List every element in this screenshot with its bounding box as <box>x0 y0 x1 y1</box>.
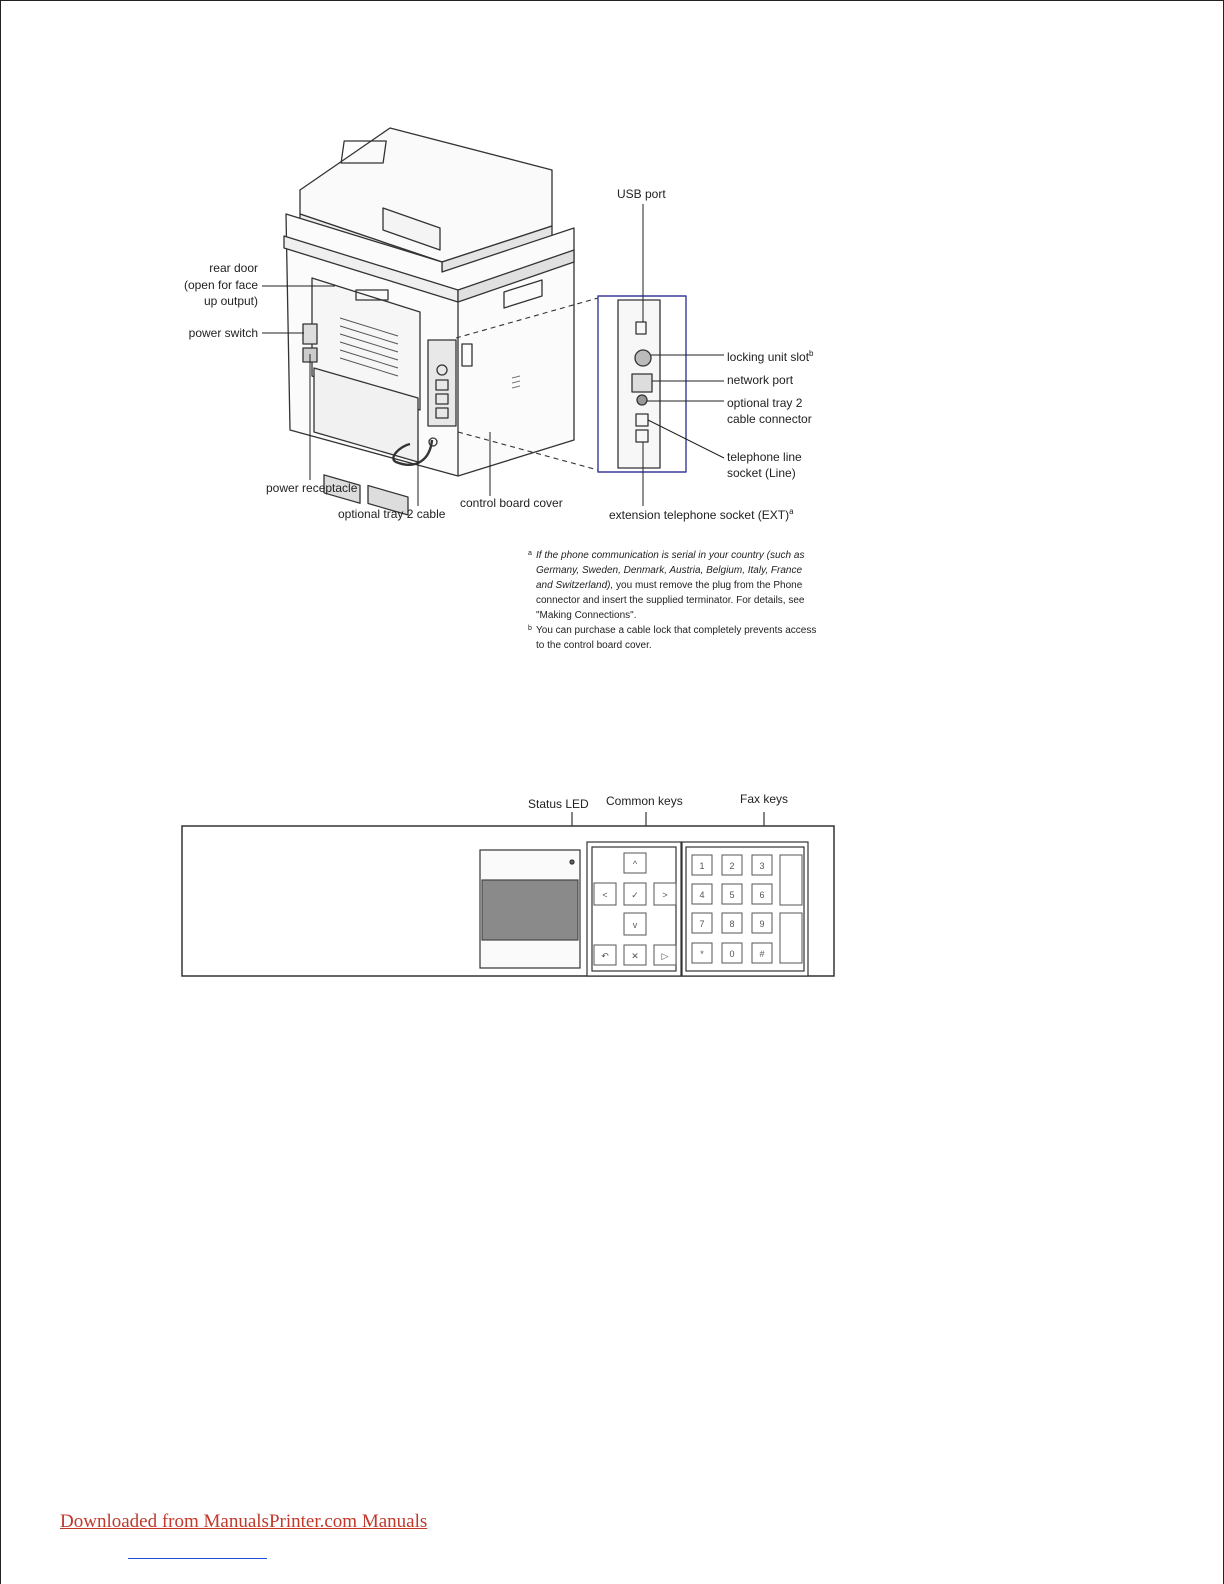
footnote-b-text: You can purchase a cable lock that completely prevents access to the control board cover. <box>536 625 817 651</box>
footnote-a-italic: If the phone communication is serial in your country (such as Germany, Sweden, Denmark, Austria, Belgium, Italy, France and Switzerland), <box>536 550 805 591</box>
display-screen <box>482 880 578 940</box>
fax-key-8: 8 <box>729 919 735 929</box>
fax-key-3: 3 <box>759 861 765 871</box>
label-locking-unit-slot: locking unit slot$^b$ <box>727 349 814 364</box>
key-start-glyph: ▷ <box>661 951 669 961</box>
label-telephone-line-2: socket (Line) <box>727 466 796 480</box>
operator-panel-illustration <box>0 800 1224 990</box>
fax-key-star: * <box>700 949 704 959</box>
label-rear-door-3: up output) <box>203 294 258 308</box>
fax-key-1: 1 <box>699 861 705 871</box>
footer-download-link[interactable]: Downloaded from ManualsPrinter.com Manuals <box>60 1511 428 1532</box>
footnote-b-mark: b <box>528 625 532 632</box>
footnote-a-mark: a <box>528 550 532 557</box>
label-usb-port: USB port <box>617 187 666 201</box>
footnote-a <box>528 548 818 623</box>
fax-key-9: 9 <box>759 919 765 929</box>
label-power-receptacle: power receptacle <box>266 481 358 495</box>
footer-rule <box>128 1558 267 1559</box>
fax-key-4: 4 <box>699 890 705 900</box>
footnotes <box>528 548 818 653</box>
status-led <box>570 860 574 864</box>
label-common-keys: Common keys <box>606 794 683 808</box>
label-fax-keys: Fax keys <box>740 792 789 806</box>
footnote-b <box>528 623 818 653</box>
fax-key-6: 6 <box>759 890 765 900</box>
key-cancel-glyph: ✕ <box>631 951 639 961</box>
label-rear-door-1: rear door <box>209 261 258 275</box>
label-power-switch: power switch <box>188 326 258 340</box>
label-extension-socket: extension telephone socket (EXT)$^a$ <box>609 507 794 522</box>
key-ok-glyph: ✓ <box>631 890 639 900</box>
label-network-port: network port <box>727 373 794 387</box>
fax-key-5: 5 <box>729 890 735 900</box>
fax-key-2: 2 <box>729 861 735 871</box>
key-right-glyph: > <box>662 890 668 900</box>
fax-key-hash: # <box>759 949 765 959</box>
label-telephone-line-1: telephone line <box>727 450 802 464</box>
key-up-glyph: ^ <box>632 859 638 869</box>
key-back-glyph: ↶ <box>601 951 609 961</box>
label-control-board-cover: control board cover <box>460 496 563 510</box>
key-down-glyph: v <box>632 920 638 930</box>
label-optional-tray-cable: optional tray 2 cable <box>338 507 446 521</box>
label-rear-door-2: (open for face <box>183 278 258 292</box>
label-optional-tray-connector-1: optional tray 2 <box>727 396 803 410</box>
power-switch-shape <box>303 324 317 344</box>
fax-key-0: 0 <box>729 949 735 959</box>
fax-key-7: 7 <box>699 919 705 929</box>
label-optional-tray-connector-2: cable connector <box>727 412 812 426</box>
key-left-glyph: < <box>602 890 608 900</box>
footnote-a-text: you must remove the plug from the Phone connector and insert the supplied terminator. For details, see "Making Connections". <box>536 580 805 621</box>
label-status-led: Status LED <box>528 797 589 811</box>
